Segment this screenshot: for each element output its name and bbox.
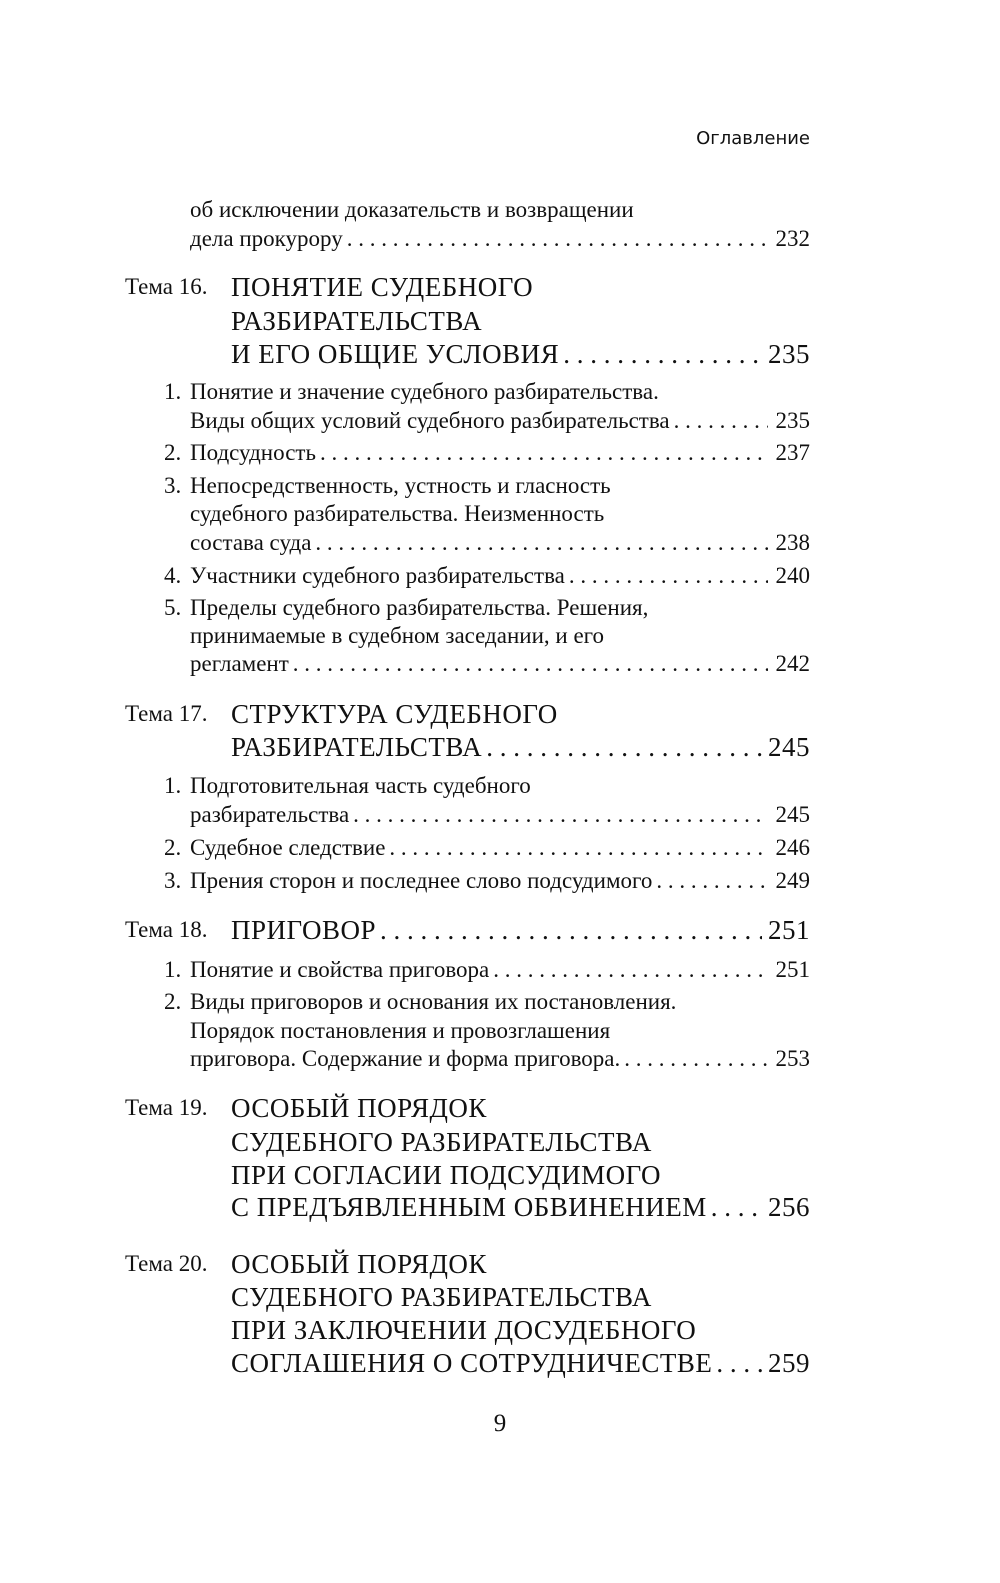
theme-title-line: ПРИГОВОР	[231, 915, 376, 945]
entry-last-line	[190, 1045, 810, 1073]
leader-dots	[563, 338, 762, 370]
entry-last-line	[190, 867, 810, 895]
entry-last-line	[190, 225, 810, 253]
entry-line: Виды приговоров и основания их постановления.	[190, 989, 677, 1014]
entry-line: об исключении доказательств и возвращении	[190, 197, 634, 222]
leader-dots	[315, 529, 768, 557]
item-number: 1.	[164, 957, 182, 982]
item-number: 4.	[164, 563, 182, 588]
entry-line: Понятие и значение судебного разбирательства.	[190, 379, 659, 404]
page-ref: 245	[768, 732, 810, 762]
theme-title-line: И ЕГО ОБЩИЕ УСЛОВИЯ	[231, 339, 560, 369]
theme-label: Тема 20.	[125, 1251, 208, 1276]
page-ref: 259	[768, 1348, 810, 1378]
entry-line: Пределы судебного разбирательства. Решения,	[190, 595, 649, 620]
entry-line: судебного разбирательства. Неизменность	[190, 501, 605, 526]
entry-line: регламент	[190, 651, 289, 676]
entry-line: Понятие и свойства приговора	[190, 957, 490, 982]
theme-title-line: СОГЛАШЕНИЯ О СОТРУДНИЧЕСТВЕ	[231, 1348, 713, 1378]
theme-title-line: ОСОБЫЙ ПОРЯДОК	[231, 1249, 487, 1279]
page-ref: 256	[768, 1192, 810, 1222]
entry-line: Порядок постановления и провозглашения	[190, 1018, 611, 1043]
leader-dots	[711, 1191, 762, 1223]
page-ref: 237	[775, 440, 810, 465]
leader-dots	[320, 439, 768, 467]
page-ref: 235	[775, 408, 810, 433]
theme-title-line: ОСОБЫЙ ПОРЯДОК	[231, 1093, 487, 1123]
entry-line: приговора. Содержание и форма приговора.	[190, 1046, 621, 1071]
entry-line: принимаемые в судебном заседании, и его	[190, 623, 605, 648]
entry-last-line	[190, 801, 810, 829]
theme-title-line: ПРИ ЗАКЛЮЧЕНИИ ДОСУДЕБНОГО	[231, 1315, 697, 1345]
entry-last-line	[190, 529, 810, 557]
entry-last-line	[190, 439, 810, 467]
entry-line: Виды общих условий судебного разбирательства	[190, 408, 670, 433]
item-number: 3.	[164, 868, 182, 893]
page-ref: 232	[775, 226, 810, 251]
theme-last-line	[231, 338, 810, 370]
leader-dots	[353, 801, 768, 829]
leader-dots	[493, 956, 768, 984]
entry-line: Подготовительная часть судебного	[190, 773, 531, 798]
entry-line: Участники судебного разбирательства	[190, 563, 565, 588]
theme-label: Тема 17.	[125, 701, 208, 726]
page-ref: 235	[768, 339, 810, 369]
theme-title-line: СУДЕБНОГО РАЗБИРАТЕЛЬСТВА	[231, 1127, 652, 1157]
theme-label: Тема 19.	[125, 1095, 208, 1120]
item-number: 1.	[164, 773, 182, 798]
entry-line: Судебное следствие	[190, 835, 386, 860]
theme-last-line	[231, 731, 810, 763]
page-ref: 253	[775, 1046, 810, 1071]
item-number: 3.	[164, 473, 182, 498]
theme-title-line: ПРИ СОГЛАСИИ ПОДСУДИМОГО	[231, 1160, 662, 1190]
entry-last-line	[190, 407, 810, 435]
theme-title-line: С ПРЕДЪЯВЛЕННЫМ ОБВИНЕНИЕМ	[231, 1192, 707, 1222]
leader-dots	[716, 1347, 762, 1379]
page-ref: 238	[775, 530, 810, 555]
page-ref: 251	[768, 915, 810, 945]
leader-dots	[569, 562, 768, 590]
theme-last-line	[231, 1347, 810, 1379]
entry-line: Прения сторон и последнее слово подсудимого	[190, 868, 653, 893]
item-number: 2.	[164, 440, 182, 465]
page-ref: 242	[775, 651, 810, 676]
item-number: 2.	[164, 989, 182, 1014]
page-ref: 245	[775, 802, 810, 827]
entry-last-line	[190, 834, 810, 862]
leader-dots	[347, 225, 768, 253]
page-ref: 251	[775, 957, 810, 982]
item-number: 5.	[164, 595, 182, 620]
entry-line: разбирательства	[190, 802, 350, 827]
entry-line: состава суда	[190, 530, 312, 555]
item-number: 1.	[164, 379, 182, 404]
page-ref: 249	[775, 868, 810, 893]
leader-dots	[674, 407, 768, 435]
page-ref: 246	[775, 835, 810, 860]
entry-line: Подсудность	[190, 440, 316, 465]
theme-last-line	[231, 1191, 810, 1223]
theme-title-line: СУДЕБНОГО РАЗБИРАТЕЛЬСТВА	[231, 1282, 652, 1312]
theme-title-line: ПОНЯТИЕ СУДЕБНОГО	[231, 272, 534, 302]
leader-dots	[656, 867, 768, 895]
leader-dots	[293, 650, 768, 678]
leader-dots	[624, 1045, 768, 1073]
theme-last-line	[231, 914, 810, 946]
leader-dots	[380, 914, 762, 946]
entry-last-line	[190, 956, 810, 984]
leader-dots	[486, 731, 762, 763]
entry-last-line	[190, 650, 810, 678]
theme-title-line: РАЗБИРАТЕЛЬСТВА	[231, 732, 483, 762]
item-number: 2.	[164, 835, 182, 860]
page-ref: 240	[775, 563, 810, 588]
theme-title-line: РАЗБИРАТЕЛЬСТВА	[231, 306, 483, 336]
entry-line: Непосредственность, устность и гласность	[190, 473, 611, 498]
page-number: 9	[493, 1410, 507, 1437]
leader-dots	[389, 834, 768, 862]
running-title: Оглавление	[696, 128, 810, 149]
theme-label: Тема 18.	[125, 917, 208, 942]
entry-line: дела прокурору	[190, 226, 343, 251]
entry-last-line	[190, 562, 810, 590]
theme-title-line: СТРУКТУРА СУДЕБНОГО	[231, 699, 558, 729]
theme-label: Тема 16.	[125, 274, 208, 299]
